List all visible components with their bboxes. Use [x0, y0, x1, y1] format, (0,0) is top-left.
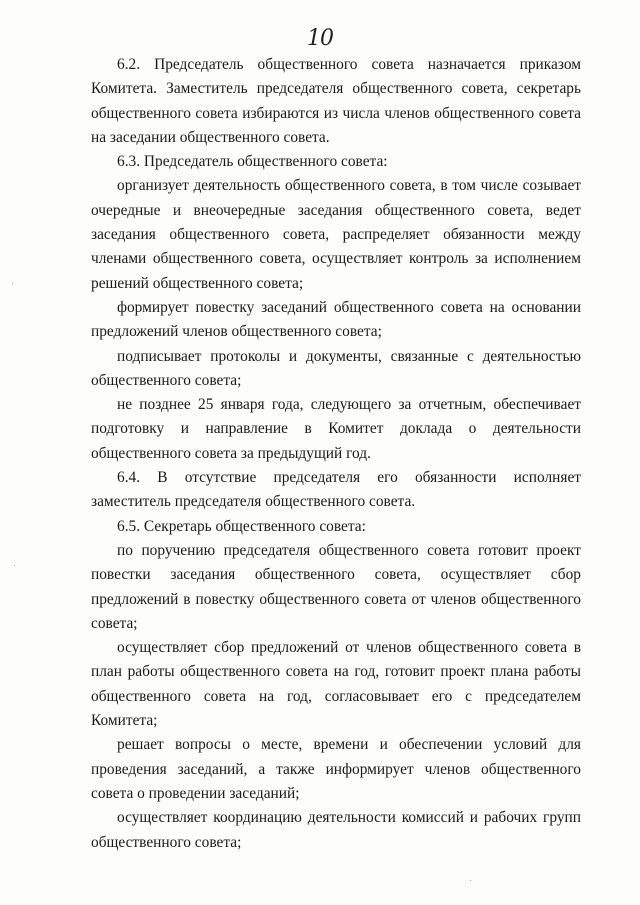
list-item-prepares-agenda: по поручению председателя общественного совета готовит проект повестки заседания общественного совета, осуществляет сбор предложений в повестку общественного совета от членов общественного совета; — [91, 541, 581, 632]
handwritten-page-number: 10 — [307, 26, 333, 51]
list-item-organizes: организует деятельность общественного совета, в том числе созывает очередные и внеочередные заседания общественного совета, ведет заседания общественного совета, распределяет обязанности между членами общественного совета, осуществляет контроль за исполнением решений общественного совета; — [91, 177, 581, 292]
list-item-work-plan: осуществляет сбор предложений от членов общественного совета в план работы общественного совета на год, готовит проект плана работы общественного совета на год, согласовывает его с председателем Комитета; — [91, 639, 581, 730]
document-body — [91, 53, 581, 855]
list-item-agenda: формирует повестку заседаний общественного совета на основании предложений членов общественного совета; — [91, 298, 581, 341]
paragraph-6-3: 6.3. Председатель общественного совета: — [117, 153, 388, 171]
scan-speck — [14, 565, 15, 566]
list-item-report: не позднее 25 января года, следующего за отчетным, обеспечивает подготовку и направление в Комитет доклада о деятельности общественного совета за предыдущий год. — [91, 396, 581, 462]
paragraph-6-5: 6.5. Секретарь общественного совета: — [117, 517, 366, 535]
scan-speck — [470, 880, 471, 881]
list-item-meeting-logistics: решает вопросы о месте, времени и обеспечении условий для проведения заседаний, а также информирует членов общественного совета о проведении заседаний; — [91, 736, 581, 802]
scan-speck — [12, 283, 13, 284]
list-item-coordination: осуществляет координацию деятельности комиссий и рабочих групп общественного совета; — [91, 809, 581, 851]
paragraph-6-4: 6.4. В отсутствие председателя его обязанности исполняет заместитель председателя общественного совета. — [91, 469, 581, 511]
list-item-signs: подписывает протоколы и документы, связанные с деятельностью общественного совета; — [91, 347, 581, 389]
paragraph-6-2: 6.2. Председатель общественного совета назначается приказом Комитета. Заместитель председателя общественного совета, секретарь общественного совета избираются из числа членов общественного совета на заседании общественного совета. — [91, 56, 581, 146]
